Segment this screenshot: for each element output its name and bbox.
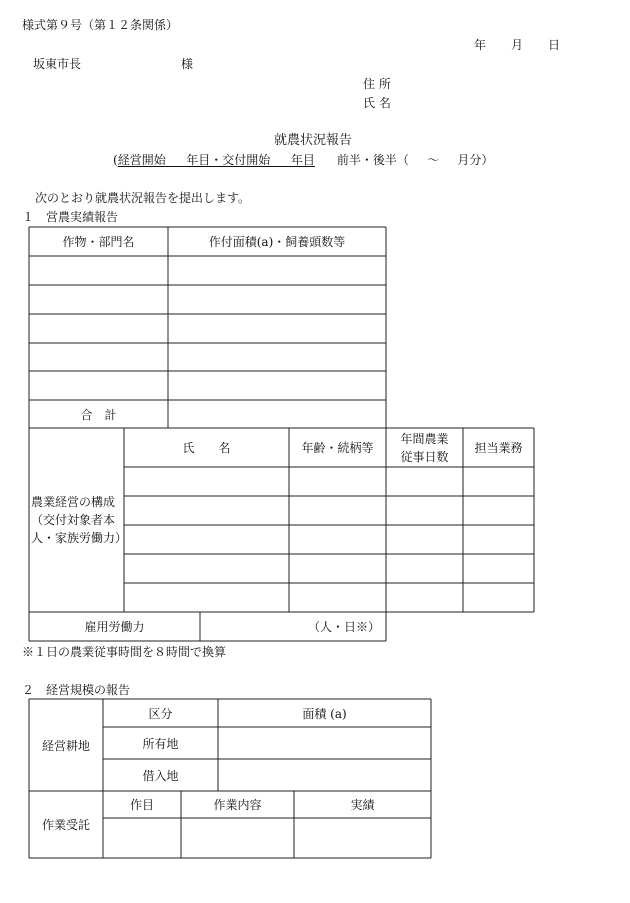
col-header-name: 氏 名: [182, 441, 231, 455]
report-title: 就農状況報告: [274, 133, 353, 148]
col-header-crop: 作物・部門名: [62, 235, 135, 249]
farmland-label: 経営耕地: [41, 738, 90, 753]
addressee: 坂東市長: [33, 57, 82, 71]
date-day: 日: [548, 38, 561, 52]
name-label: 氏 名: [363, 96, 391, 110]
section2-heading: ２ 経営規模の報告: [22, 683, 131, 697]
col-header-content: 作業内容: [213, 798, 262, 812]
date-month: 月: [511, 38, 524, 52]
subtitle-open: (: [113, 153, 118, 167]
honorific: 様: [181, 57, 194, 71]
hired-unit: （人・日※）: [307, 620, 380, 634]
col-header-days: [386, 428, 463, 467]
subtitle-period: 経営開始 年目・交付開始 年目: [117, 153, 315, 167]
section1-heading: １ 営農実績報告: [22, 210, 119, 224]
col-header-duty: 担当業務: [474, 441, 523, 455]
composition-label: 農業経営の構成（交付対象者本人・家族労働力）: [31, 495, 128, 545]
col-header-days-line1: 年間農業: [400, 431, 449, 446]
col-header-category: 区分: [148, 706, 173, 721]
row-leased: 借入地: [142, 768, 179, 783]
col-header-area: 作付面積(a)・飼養頭数等: [208, 235, 346, 249]
footnote: ※１日の農業従事時間を８時間で換算: [22, 645, 227, 659]
col-header-area-a: 面積 (a): [302, 706, 347, 721]
address-label: 住 所: [363, 77, 391, 91]
contract-label: 作業受託: [41, 818, 90, 832]
col-header-item: 作目: [129, 798, 154, 812]
row-owned: 所有地: [142, 736, 179, 751]
hired-label: 雇用労働力: [84, 620, 145, 634]
col-header-result: 実績: [350, 798, 375, 812]
date-year: 年: [474, 38, 487, 52]
total-label: 合 計: [80, 407, 117, 422]
col-header-age: 年齢・続柄等: [301, 441, 374, 455]
form-number: 様式第９号（第１２条関係）: [22, 18, 179, 32]
col-header-days-line2: 従事日数: [400, 449, 449, 464]
intro-text: 次のとおり就農状況報告を提出します。: [35, 191, 251, 205]
subtitle-half: 前半・後半（ 〜 月分）: [336, 153, 494, 167]
